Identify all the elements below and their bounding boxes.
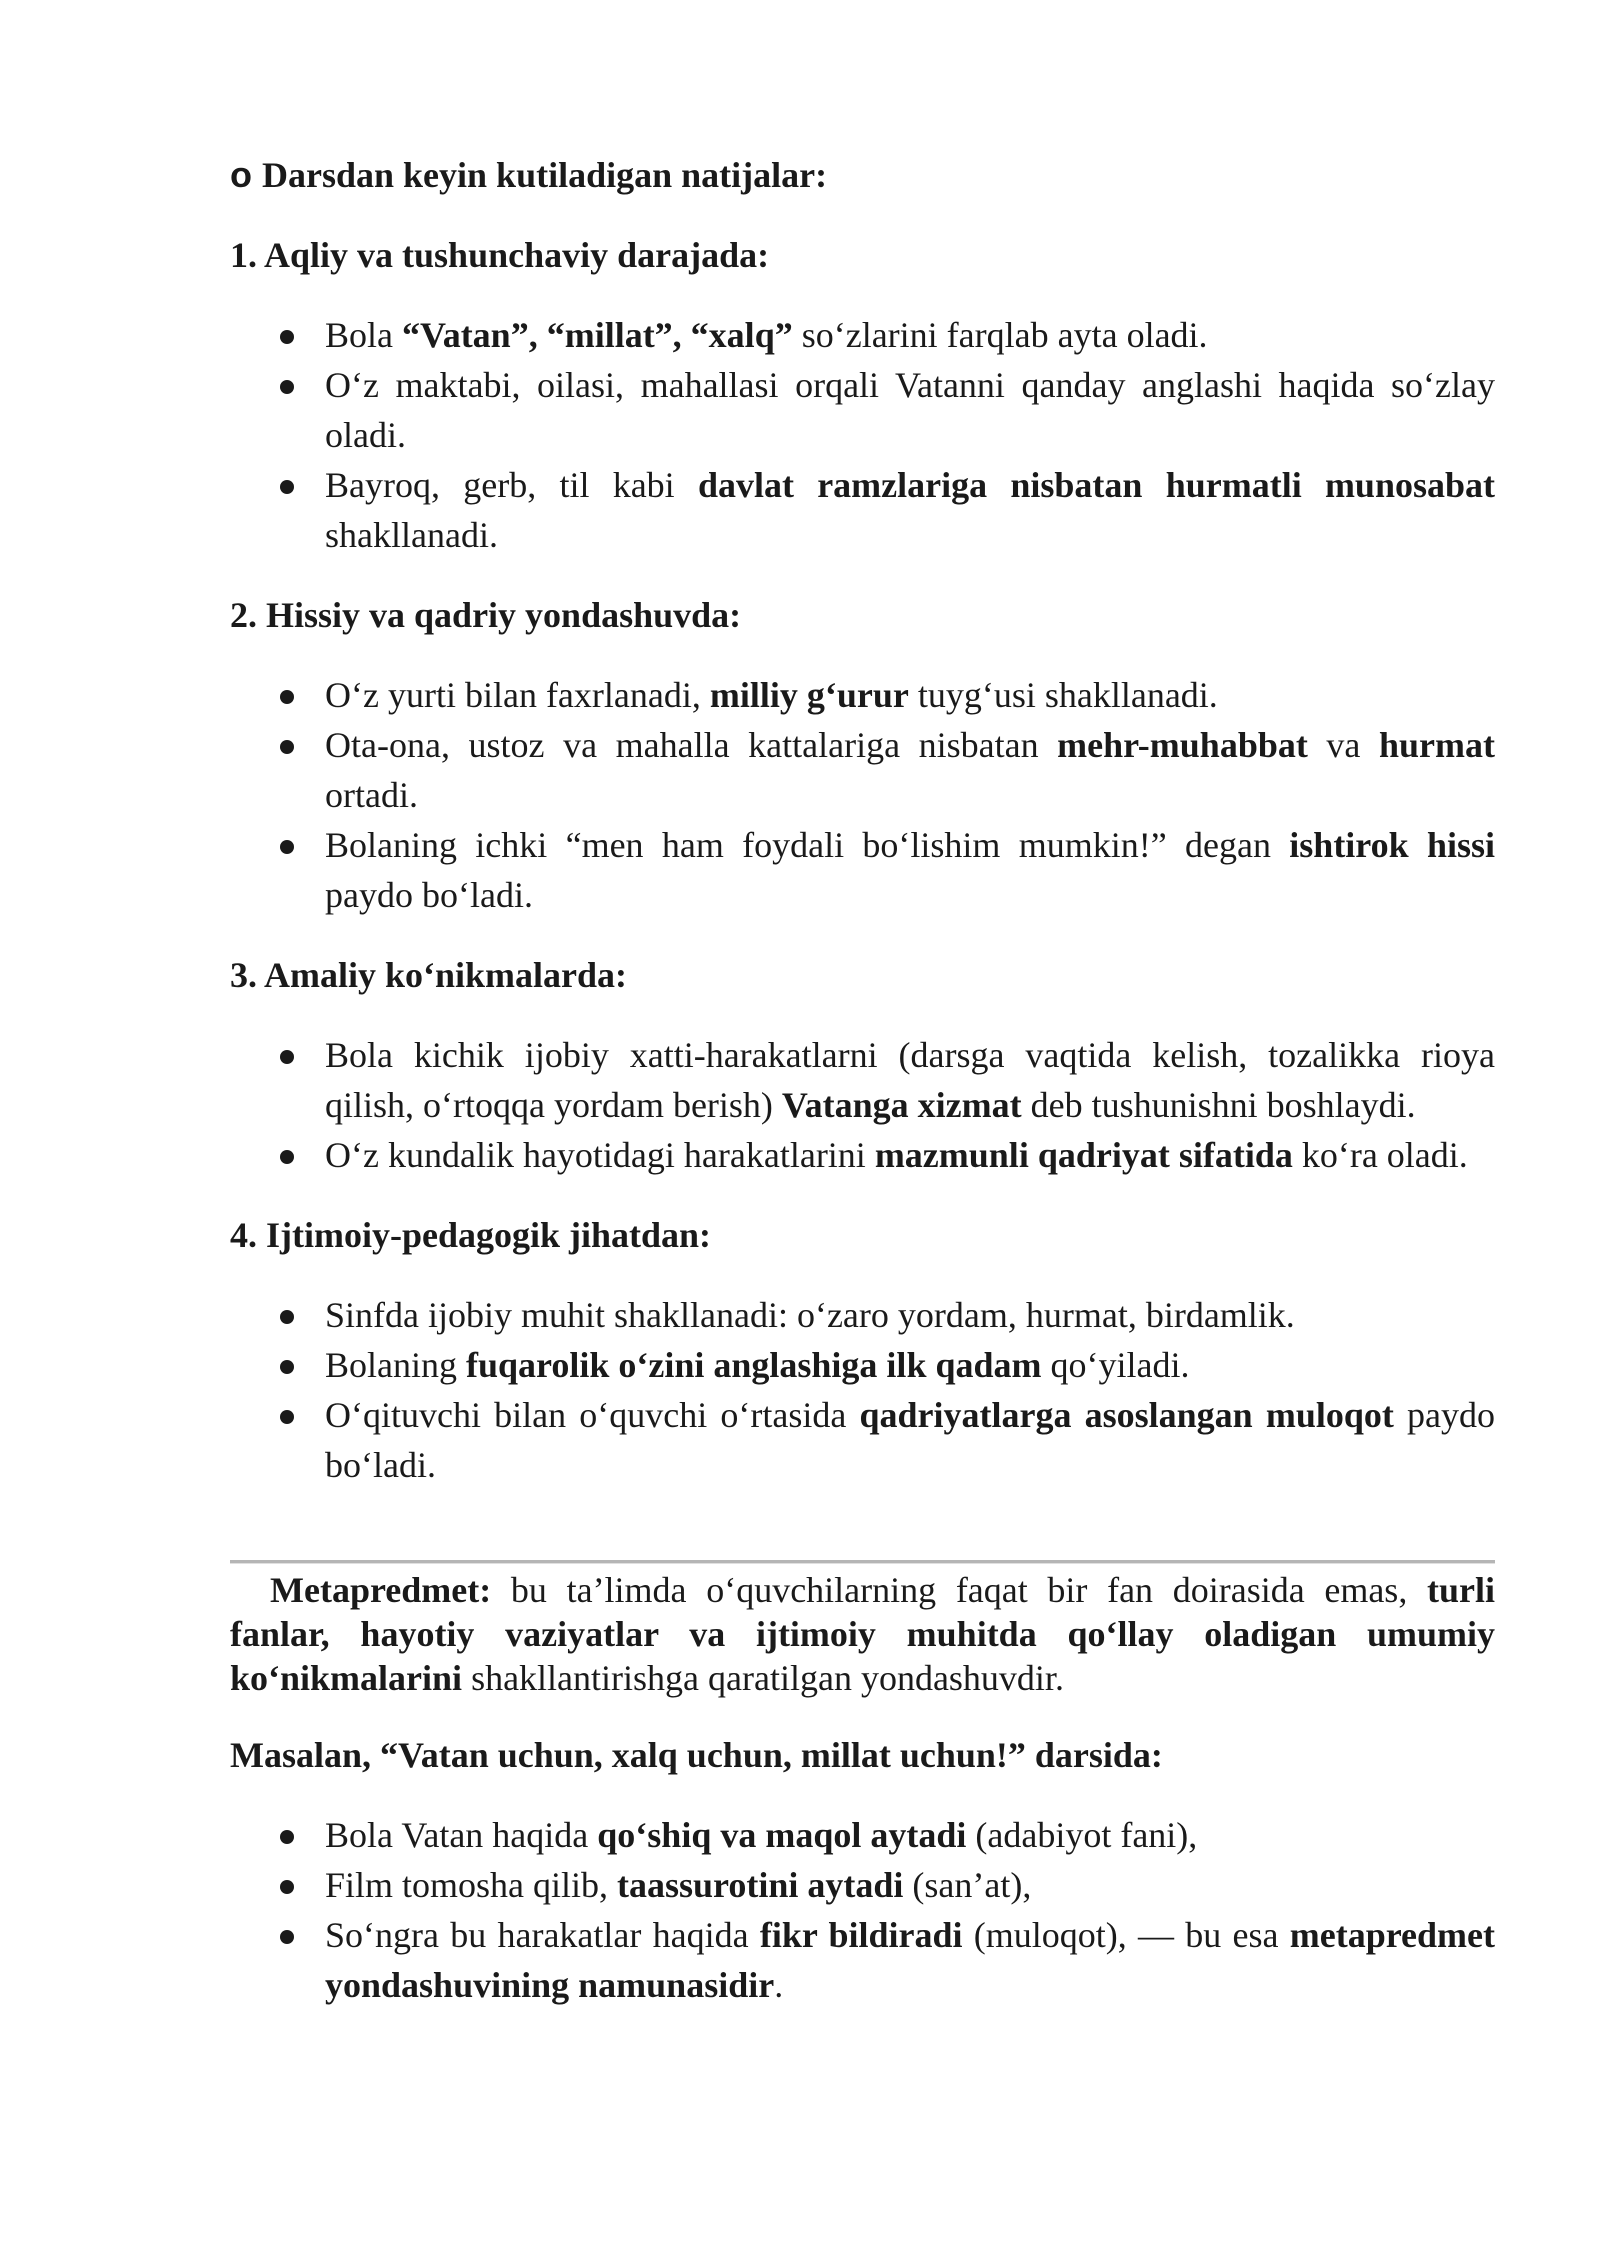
bullet-icon bbox=[280, 380, 294, 394]
text-run: Film tomosha qilib, bbox=[325, 1865, 618, 1905]
example-heading: Masalan, “Vatan uchun, xalq uchun, millat uchun!” darsida: bbox=[230, 1735, 1163, 1775]
bullet-icon bbox=[280, 1930, 294, 1944]
bullet-icon bbox=[280, 740, 294, 754]
bold-run: hurmat bbox=[1378, 725, 1495, 765]
list-item bbox=[280, 820, 1495, 920]
bold-run: fikr bildiradi bbox=[759, 1915, 963, 1955]
section-intellectual bbox=[230, 230, 1495, 560]
bold-run: fuqarolik o‘zini anglashiga ilk qadam bbox=[466, 1345, 1042, 1385]
text-run: So‘ngra bu harakatlar haqida bbox=[325, 1915, 760, 1955]
text-run: shakllanadi. bbox=[325, 515, 498, 555]
bullet-icon bbox=[280, 1830, 294, 1844]
bullet-list bbox=[230, 1030, 1495, 1180]
text-run: Bola bbox=[325, 315, 402, 355]
list-item bbox=[280, 1910, 1495, 2010]
bullet-icon bbox=[280, 1150, 294, 1164]
section-heading: 2. Hissiy va qadriy yondashuvda: bbox=[230, 595, 742, 635]
bullet-list bbox=[230, 1290, 1495, 1490]
bold-run: mazmunli qadriyat sifatida bbox=[874, 1135, 1293, 1175]
bold-run: ishtirok hissi bbox=[1289, 825, 1496, 865]
bullet-icon bbox=[280, 1410, 294, 1424]
text-run: O‘z maktabi, oilasi, mahallasi orqali Vatanni qanday anglashi haqida so‘zlay oladi. bbox=[325, 365, 1495, 455]
bold-run: turli fanlar, hayotiy vaziyatlar va ijtimoiy muhitda qo‘llay oladigan umumiy ko‘nikmalarini bbox=[230, 1570, 1495, 1698]
text-run: Ota-ona, ustoz va mahalla kattalariga nisbatan bbox=[325, 725, 1058, 765]
text-run: Bola Vatan haqida bbox=[325, 1815, 598, 1855]
bullet-list bbox=[230, 1810, 1495, 2010]
text-run: (san’at), bbox=[903, 1865, 1032, 1905]
bullet-icon bbox=[280, 480, 294, 494]
list-item bbox=[280, 460, 1495, 560]
lead-title: Darsdan keyin kutiladigan natijalar: bbox=[262, 155, 828, 195]
text-run: paydo bo‘ladi. bbox=[325, 1395, 1496, 1485]
text-run: shakllantirishga qaratilgan yondashuvdir. bbox=[462, 1658, 1064, 1698]
text-run: O‘z yurti bilan faxrlanadi, bbox=[325, 675, 710, 715]
lead-heading bbox=[230, 150, 1495, 200]
text-run: Bolaning bbox=[325, 1345, 466, 1385]
bullet-icon bbox=[280, 1360, 294, 1374]
text-run: ko‘ra oladi. bbox=[1292, 1135, 1468, 1175]
text-run: . bbox=[774, 1965, 784, 2005]
list-item bbox=[280, 1130, 1495, 1180]
text-run: tuyg‘usi shakllanadi. bbox=[908, 675, 1218, 715]
bullet-list bbox=[230, 670, 1495, 920]
text-run: O‘z kundalik hayotidagi harakatlarini bbox=[325, 1135, 875, 1175]
bold-run: qadriyatlarga asoslangan muloqot bbox=[859, 1395, 1394, 1435]
bullet-icon bbox=[280, 690, 294, 704]
metapredmet-paragraph bbox=[230, 1568, 1495, 1700]
bullet-icon bbox=[280, 840, 294, 854]
section-heading: 4. Ijtimoiy-pedagogik jihatdan: bbox=[230, 1215, 712, 1255]
section-social bbox=[230, 1210, 1495, 1490]
list-item bbox=[280, 670, 1495, 720]
text-run: O‘qituvchi bilan o‘quvchi o‘rtasida bbox=[325, 1395, 860, 1435]
text-run: paydo bo‘ladi. bbox=[325, 875, 533, 915]
list-item bbox=[280, 1290, 1495, 1340]
text-run: Sinfda ijobiy muhit shakllanadi: o‘zaro yordam, hurmat, birdamlik. bbox=[325, 1295, 1295, 1335]
bold-run: Metapredmet: bbox=[270, 1570, 492, 1610]
section-example bbox=[230, 1730, 1495, 2010]
bold-run: “Vatan”, “millat”, “xalq” bbox=[402, 315, 793, 355]
text-run: deb tushunishni boshlaydi. bbox=[1021, 1085, 1416, 1125]
bold-run: mehr-muhabbat bbox=[1057, 725, 1308, 765]
bold-run: milliy g‘urur bbox=[709, 675, 909, 715]
text-run: (muloqot), — bu esa bbox=[962, 1915, 1290, 1955]
list-item bbox=[280, 360, 1495, 460]
section-heading: 3. Amaliy ko‘nikmalarda: bbox=[230, 955, 628, 995]
list-item bbox=[280, 720, 1495, 820]
bold-run: taassurotini aytadi bbox=[617, 1865, 904, 1905]
text-run: va bbox=[1307, 725, 1379, 765]
bold-run: qo‘shiq va maqol aytadi bbox=[597, 1815, 967, 1855]
list-item bbox=[280, 1810, 1495, 1860]
text-run: so‘zlarini farqlab ayta oladi. bbox=[792, 315, 1208, 355]
section-practical bbox=[230, 950, 1495, 1180]
list-item bbox=[280, 1860, 1495, 1910]
list-item bbox=[280, 1340, 1495, 1390]
bullet-icon bbox=[280, 1050, 294, 1064]
section-heading: 1. Aqliy va tushunchaviy darajada: bbox=[230, 235, 770, 275]
bullet-icon bbox=[280, 330, 294, 344]
text-run: ortadi. bbox=[325, 775, 418, 815]
list-item bbox=[280, 310, 1495, 360]
text-run: bu ta’limda o‘quvchilarning faqat bir fan doirasida emas, bbox=[491, 1570, 1427, 1610]
text-run: qo‘yiladi. bbox=[1041, 1345, 1190, 1385]
bullet-icon bbox=[280, 1310, 294, 1324]
section-emotional bbox=[230, 590, 1495, 920]
text-run: (adabiyot fani), bbox=[966, 1815, 1198, 1855]
text-run: Bola kichik ijobiy xatti-harakatlarni (darsga vaqtida kelish, tozalikka rioya qilish, o‘rtoqqa yordam berish) bbox=[325, 1035, 1495, 1125]
lead-marker: o bbox=[230, 154, 252, 195]
list-item bbox=[280, 1390, 1495, 1490]
text-run: Bolaning ichki “men ham foydali bo‘lishim mumkin!” degan bbox=[325, 825, 1290, 865]
bullet-list bbox=[230, 310, 1495, 560]
bold-run: Vatanga xizmat bbox=[781, 1085, 1022, 1125]
bold-run: metapredmet yondashuvining namunasidir bbox=[325, 1915, 1496, 2005]
text-run: Bayroq, gerb, til kabi bbox=[325, 465, 698, 505]
horizontal-divider bbox=[230, 1560, 1495, 1564]
list-item bbox=[280, 1030, 1495, 1130]
bold-run: davlat ramzlariga nisbatan hurmatli munosabat bbox=[697, 465, 1495, 505]
bullet-icon bbox=[280, 1880, 294, 1894]
